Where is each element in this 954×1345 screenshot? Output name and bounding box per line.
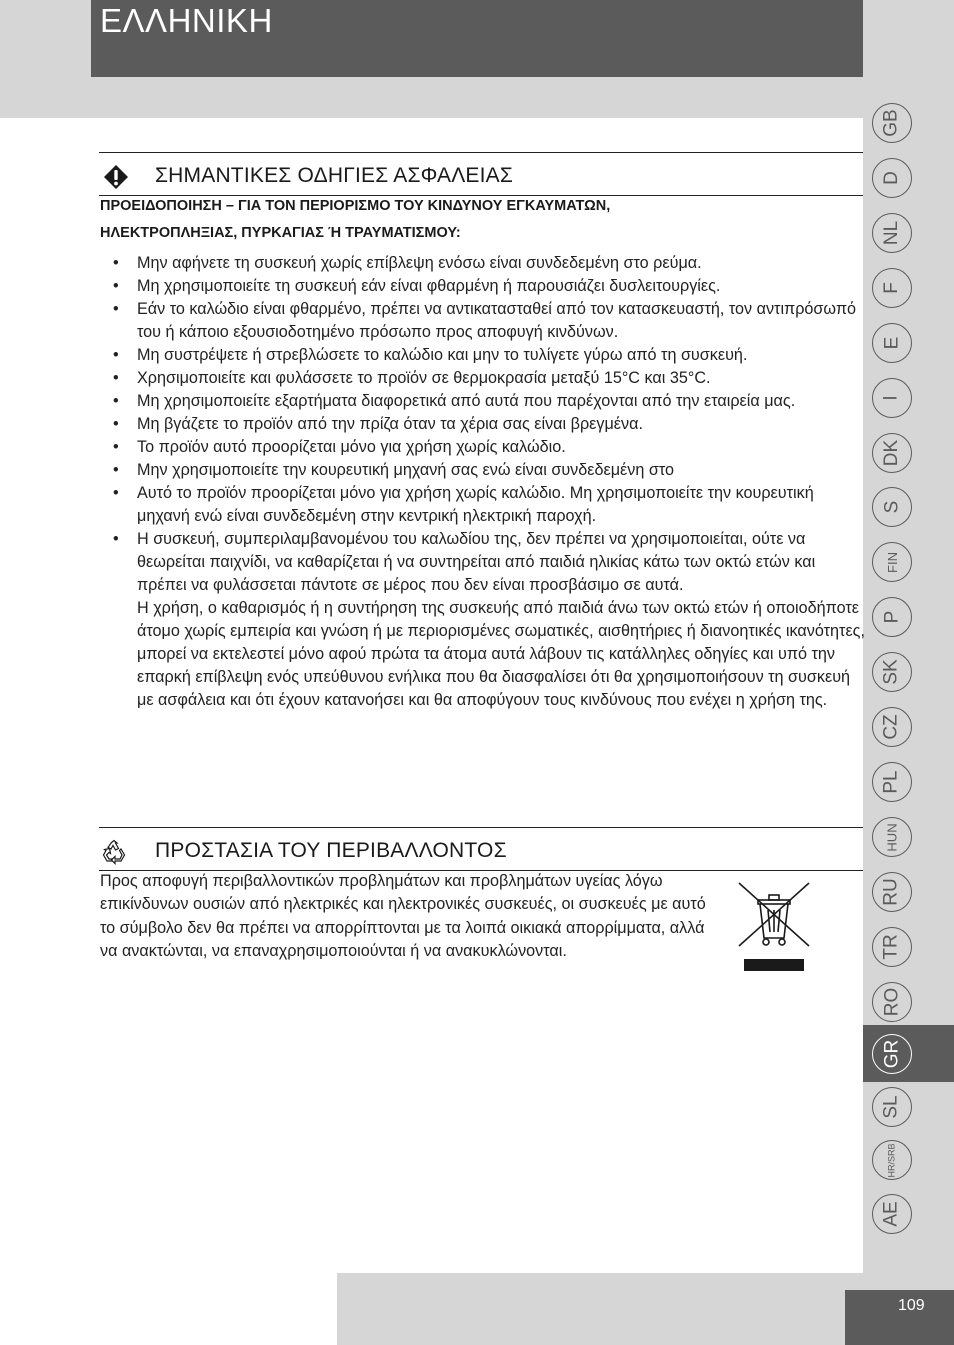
warning-icon bbox=[103, 164, 129, 190]
language-tab-label: AE bbox=[880, 1201, 902, 1227]
language-tab-label: RU bbox=[880, 878, 902, 906]
language-tab-label: I bbox=[881, 395, 902, 401]
list-item: • Αυτό το προϊόν προορίζεται μόνο για χρήση χωρίς καλώδιο. Μη χρησιμοποιείτε την κουρευτική μηχανή ενώ είναι συνδεδεμένη στην κεντρική ηλεκτρική παροχή. bbox=[100, 482, 865, 528]
language-tab-fin[interactable] bbox=[872, 542, 912, 582]
safety-section-title: ΣΗΜΑΝΤΙΚΕΣ ΟΔΗΓΙΕΣ ΑΣΦΑΛΕΙΑΣ bbox=[155, 164, 514, 187]
list-item: • Χρησιμοποιείτε και φυλάσσετε το προϊόν σε θερμοκρασία μεταξύ 15°C και 35°C. bbox=[100, 367, 865, 390]
language-tab-sl[interactable] bbox=[872, 1087, 912, 1127]
language-tab-s[interactable] bbox=[872, 487, 912, 527]
language-tab-label: SK bbox=[880, 659, 902, 685]
warning-heading-line-2: ΗΛΕΚΤΡΟΠΛΗΞΙΑΣ, ΠΥΡΚΑΓΙΑΣ Ή ΤΡΑΥΜΑΤΙΣΜΟΥ: bbox=[100, 225, 461, 241]
crossed-out-wheelie-bin-icon bbox=[736, 880, 812, 975]
section-rule-bottom bbox=[99, 195, 863, 196]
language-tab-ru[interactable] bbox=[872, 872, 912, 912]
language-tab-label: E bbox=[881, 336, 902, 350]
environment-section-title: ΠΡΟΣΤΑΣΙΑ ΤΟΥ ΠΕΡΙΒΑΛΛΟΝΤΟΣ bbox=[155, 839, 507, 862]
language-tab-label: HUN bbox=[884, 822, 900, 852]
recycle-icon bbox=[101, 839, 127, 865]
language-tab-label: D bbox=[880, 171, 902, 185]
language-tab-label: PL bbox=[881, 770, 902, 794]
language-tab-ro[interactable] bbox=[872, 982, 912, 1022]
language-tab-dk[interactable] bbox=[872, 433, 912, 473]
list-item: • Η συσκευή, συμπεριλαμβανομένου του καλωδίου της, δεν πρέπει να χρησιμοποιείται, ούτε να θεωρείται παιχνίδι, να καθαρίζεται ή να συντηρείται από παιδιά ηλικίας κάτω των οκτώ ετών και πρέπει να φυλάσσεται πάντοτε σε μέρος που δεν είναι προσβάσιμο σε αυτά. bbox=[100, 528, 865, 597]
list-item: • Εάν το καλώδιο είναι φθαρμένο, πρέπει να αντικατασταθεί από τον κατασκευαστή, τον αντιπρόσωπό του ή κάποιο εξουσιοδοτημένο πρόσωπο προς αποφυγή κινδύνων. bbox=[100, 298, 865, 344]
language-tab-cz[interactable] bbox=[872, 707, 912, 747]
language-tab-label: FIN bbox=[884, 551, 900, 573]
list-item: • Μην χρησιμοποιείτε την κουρευτική μηχανή σας ενώ είναι συνδεδεμένη στο bbox=[100, 459, 865, 482]
safety-list bbox=[100, 252, 865, 712]
language-tab-label: S bbox=[881, 500, 902, 514]
language-tab-e[interactable] bbox=[872, 323, 912, 363]
language-tab-pl[interactable] bbox=[872, 762, 912, 802]
list-item: • Μην αφήνετε τη συσκευή χωρίς επίβλεψη ενόσω είναι συνδεδεμένη στο ρεύμα. bbox=[100, 252, 865, 275]
language-tab-d[interactable] bbox=[872, 158, 912, 198]
language-tab-f[interactable] bbox=[872, 268, 912, 308]
language-tab-label: HR/SRB bbox=[886, 1142, 897, 1178]
list-item: • Μη συστρέψετε ή στρεβλώσετε το καλώδιο και μην το τυλίγετε γύρω από τη συσκευή. bbox=[100, 344, 865, 367]
language-tab-ae[interactable] bbox=[872, 1194, 912, 1234]
list-item: • Μη χρησιμοποιείτε τη συσκευή εάν είναι φθαρμένη ή παρουσιάζει δυσλειτουργίες. bbox=[100, 275, 865, 298]
list-item-continuation: Η χρήση, ο καθαρισμός ή η συντήρηση της συσκευής από παιδιά άνω των οκτώ ετών ή οποιοδήποτε άτομο χωρίς εμπειρία και γνώση ή με περιορισμένες σωματικές, αισθητήριες ή διανοητικές ικανότητες, μπορεί να εκτελεστεί μόνο αφού πρώτα τα άτομα αυτά λάβουν τις κατάλληλες οδηγίες και υπό την επαρκή επίβλεψη ενός υπεύθυνου ενήλικα που θα διασφαλίσει ότι θα χρησιμοποιήσουν τη συσκευή με ασφάλεια και ότι έχουν κατανοήσει και θα αποφύγουν τους κινδύνους που ενέχει η χρήση της. bbox=[137, 599, 865, 709]
language-tab-gb[interactable] bbox=[872, 103, 912, 143]
language-tab-label: F bbox=[880, 282, 902, 294]
language-tab-label: P bbox=[881, 610, 902, 624]
bottom-margin bbox=[0, 1273, 337, 1345]
section-rule-top bbox=[99, 827, 863, 828]
language-tab-label: GB bbox=[880, 109, 902, 137]
list-item: • Το προϊόν αυτό προορίζεται μόνο για χρήση χωρίς καλώδιο. bbox=[100, 436, 865, 459]
language-tab-label: SL bbox=[881, 1095, 902, 1119]
list-item: • Μη χρησιμοποιείτε εξαρτήματα διαφορετικά από αυτά που παρέχονται από την εταιρεία μας. bbox=[100, 390, 865, 413]
warning-heading-line-1: ΠΡΟΕΙΔΟΠΟΙΗΣΗ – ΓΙΑ ΤΟΝ ΠΕΡΙΟΡΙΣΜΟ ΤΟΥ ΚΙΝΔΥΝΟΥ ΕΓΚΑΥΜΑΤΩΝ, bbox=[100, 198, 611, 214]
page-number: 109 bbox=[898, 1297, 925, 1314]
language-tab-i[interactable] bbox=[872, 378, 912, 418]
language-tab-label: NL bbox=[880, 220, 902, 246]
language-tab-label: TR bbox=[880, 934, 902, 960]
list-item: • Μη βγάζετε το προϊόν από την πρίζα όταν τα χέρια σας είναι βρεγμένα. bbox=[100, 413, 865, 436]
language-tab-hr-srb[interactable] bbox=[872, 1140, 912, 1180]
language-tab-nl[interactable] bbox=[872, 213, 912, 253]
page-title: ΕΛΛΗΝΙΚΗ bbox=[100, 2, 273, 39]
language-tab-p[interactable] bbox=[872, 597, 912, 637]
language-tab-tr[interactable] bbox=[872, 927, 912, 967]
environment-text: Προς αποφυγή περιβαλλοντικών προβλημάτων και προβλημάτων υγείας λόγω επικίνδυνων ουσιών από ηλεκτρικές και ηλεκτρονικές συσκευές, οι συσκευές με αυτό το σύμβολο δεν θα πρέπει να απορρίπτονται με τα λοιπά οικιακά απορρίμματα, αλλά να ανακτώνται, να επαναχρησιμοποιούνται ή να ανακυκλώνονται. bbox=[100, 872, 706, 960]
language-tab-label: GR bbox=[881, 1039, 902, 1069]
language-tab-gr[interactable] bbox=[872, 1034, 912, 1074]
language-tab-label: CZ bbox=[880, 714, 902, 740]
language-tab-label: RO bbox=[881, 987, 902, 1017]
language-tab-label: DK bbox=[881, 439, 902, 467]
language-tab-sk[interactable] bbox=[872, 652, 912, 692]
language-tab-hun[interactable] bbox=[872, 817, 912, 857]
section-rule-top bbox=[99, 152, 863, 153]
